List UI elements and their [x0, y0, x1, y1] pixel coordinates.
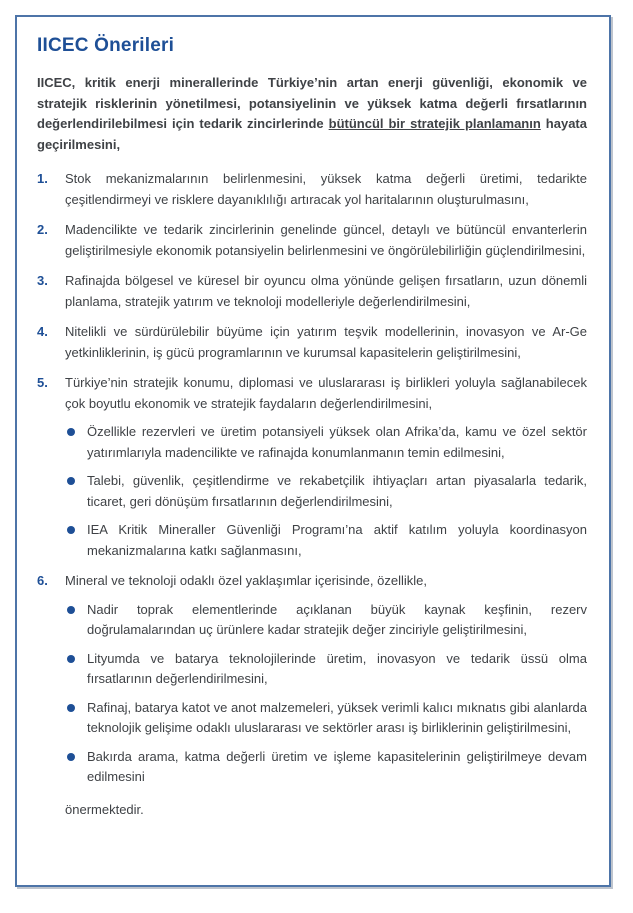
page-title: IICEC Önerileri	[37, 35, 175, 56]
bullet-dot-icon	[67, 606, 75, 614]
item-text: Nitelikli ve sürdürülebilir büyüme için yatırım teşvik modellerinin, inovasyon ve Ar-Ge yetkinliklerinin, iş gücü programlarının ve kurumsal kapasitelerin geliştirilmesini,	[65, 324, 587, 360]
sub-bullet-item	[67, 600, 587, 641]
item-number: 6.	[37, 573, 48, 588]
bullet-dot-icon	[67, 477, 75, 485]
item-body	[65, 373, 587, 561]
item-number: 1.	[37, 171, 48, 186]
sub-bullet-text: Özellikle rezervleri ve üretim potansiyeli yüksek olan Afrika’da, kamu ve özel sektör yatırımlarıyla madencilikte ve rafinajda konumlanmanın temin edilmesini,	[87, 424, 587, 460]
item-number: 3.	[37, 273, 48, 288]
recommendations-panel	[15, 15, 611, 887]
bullet-dot-icon	[67, 655, 75, 663]
intro-text-before: IICEC, kritik enerji minerallerinde Türkiye’nin artan enerji güvenliği, ekonomik ve stratejik risklerinin yönetilmesi, potansiyelinin ve yüksek katma değerli fırsatlarının değerlendirilebilmesi için tedarik zincirlerinde	[37, 75, 587, 131]
sub-bullet-item	[67, 698, 587, 739]
item-number: 2.	[37, 222, 48, 237]
sub-bullet-text: Lityumda ve batarya teknolojilerinde üretim, inovasyon ve tedarik üssü olma fırsatlarının değerlendirilmesini,	[87, 650, 587, 686]
bullet-dot-icon	[67, 704, 75, 712]
sub-bullet-text: IEA Kritik Mineraller Güvenliği Programı’na aktif katılım yoluyla koordinasyon mekanizmalarına katkı sağlanmasını,	[87, 522, 587, 558]
item-body	[65, 571, 587, 788]
sub-bullet-item	[67, 520, 587, 561]
recommendation-item-1	[37, 169, 587, 210]
sub-bullet-text: Bakırda arama, katma değerli üretim ve işleme kapasitelerinin geliştirilmeye devam edilmesini	[87, 748, 587, 784]
sub-bullet-text: Nadir toprak elementlerinde açıklanan büyük kaynak keşfinin, rezerv doğrulamalarından uç ürünlere kadar stratejik değer zinciriyle geliştirilmesini,	[87, 601, 587, 637]
item-text: Türkiye’nin stratejik konumu, diplomasi ve uluslararası iş birlikleri yoluyla sağlanabilecek çok boyutlu ekonomik ve stratejik faydaların değerlendirilmesini,	[65, 375, 587, 411]
recommendations-list	[37, 169, 587, 788]
item-text: Stok mekanizmalarının belirlenmesini, yüksek katma değerli üretimi, tedarikte çeşitlendirmeyi ve risklere dayanıklılığı artıracak yol haritalarının oluşturulmasını,	[65, 171, 587, 207]
sub-bullet-text: Rafinaj, batarya katot ve anot malzemeleri, yüksek verimli kalıcı mıknatıs gibi alanlarda teknolojik gelişime odaklı uluslararası ve sektörler arası iş birliklerinin geliştirilmesini,	[87, 699, 587, 735]
recommendation-item-5	[37, 373, 587, 561]
intro-text-after: hayata geçirilmesini,	[37, 116, 587, 152]
item-number: 4.	[37, 324, 48, 339]
recommendation-item-4	[37, 322, 587, 363]
item-text: Madencilikte ve tedarik zincirlerinin genelinde güncel, detaylı ve bütüncül envanterlerin geliştirilmesiyle ekonomik potansiyelin belirlenmesini ve öngörülebilirliğin güçlendirilmesini,	[65, 222, 587, 258]
recommendation-item-6	[37, 571, 587, 788]
recommendation-item-2	[37, 220, 587, 261]
bullet-dot-icon	[67, 526, 75, 534]
sub-bullet-item	[67, 471, 587, 512]
item-body	[65, 322, 587, 363]
recommendation-item-3	[37, 271, 587, 312]
bullet-dot-icon	[67, 428, 75, 436]
sub-bullet-text: Talebi, güvenlik, çeşitlendirme ve rekabetçilik ihtiyaçları artan piyasalarla tedarik, ticaret, geri dönüşüm fırsatlarının değerlendirilmesini,	[87, 473, 587, 509]
item-body	[65, 169, 587, 210]
item-text: Rafinajda bölgesel ve küresel bir oyuncu olma yönünde gelişen fırsatların, uzun dönemli planlama, stratejik yatırım ve teknoloji modelleriyle değerlendirilmesini,	[65, 273, 587, 309]
intro-underlined-phrase: bütüncül bir stratejik planlamanın	[328, 116, 541, 131]
closing-text: önermektedir.	[65, 801, 144, 817]
sub-bullet-item	[67, 649, 587, 690]
item-body	[65, 220, 587, 261]
item-text: Mineral ve teknoloji odaklı özel yaklaşımlar içerisinde, özellikle,	[65, 573, 427, 588]
bullet-dot-icon	[67, 753, 75, 761]
item-number: 5.	[37, 375, 48, 390]
sub-bullet-item	[67, 422, 587, 463]
item-body	[65, 271, 587, 312]
intro-paragraph	[37, 73, 587, 155]
sub-bullet-item	[67, 747, 587, 788]
